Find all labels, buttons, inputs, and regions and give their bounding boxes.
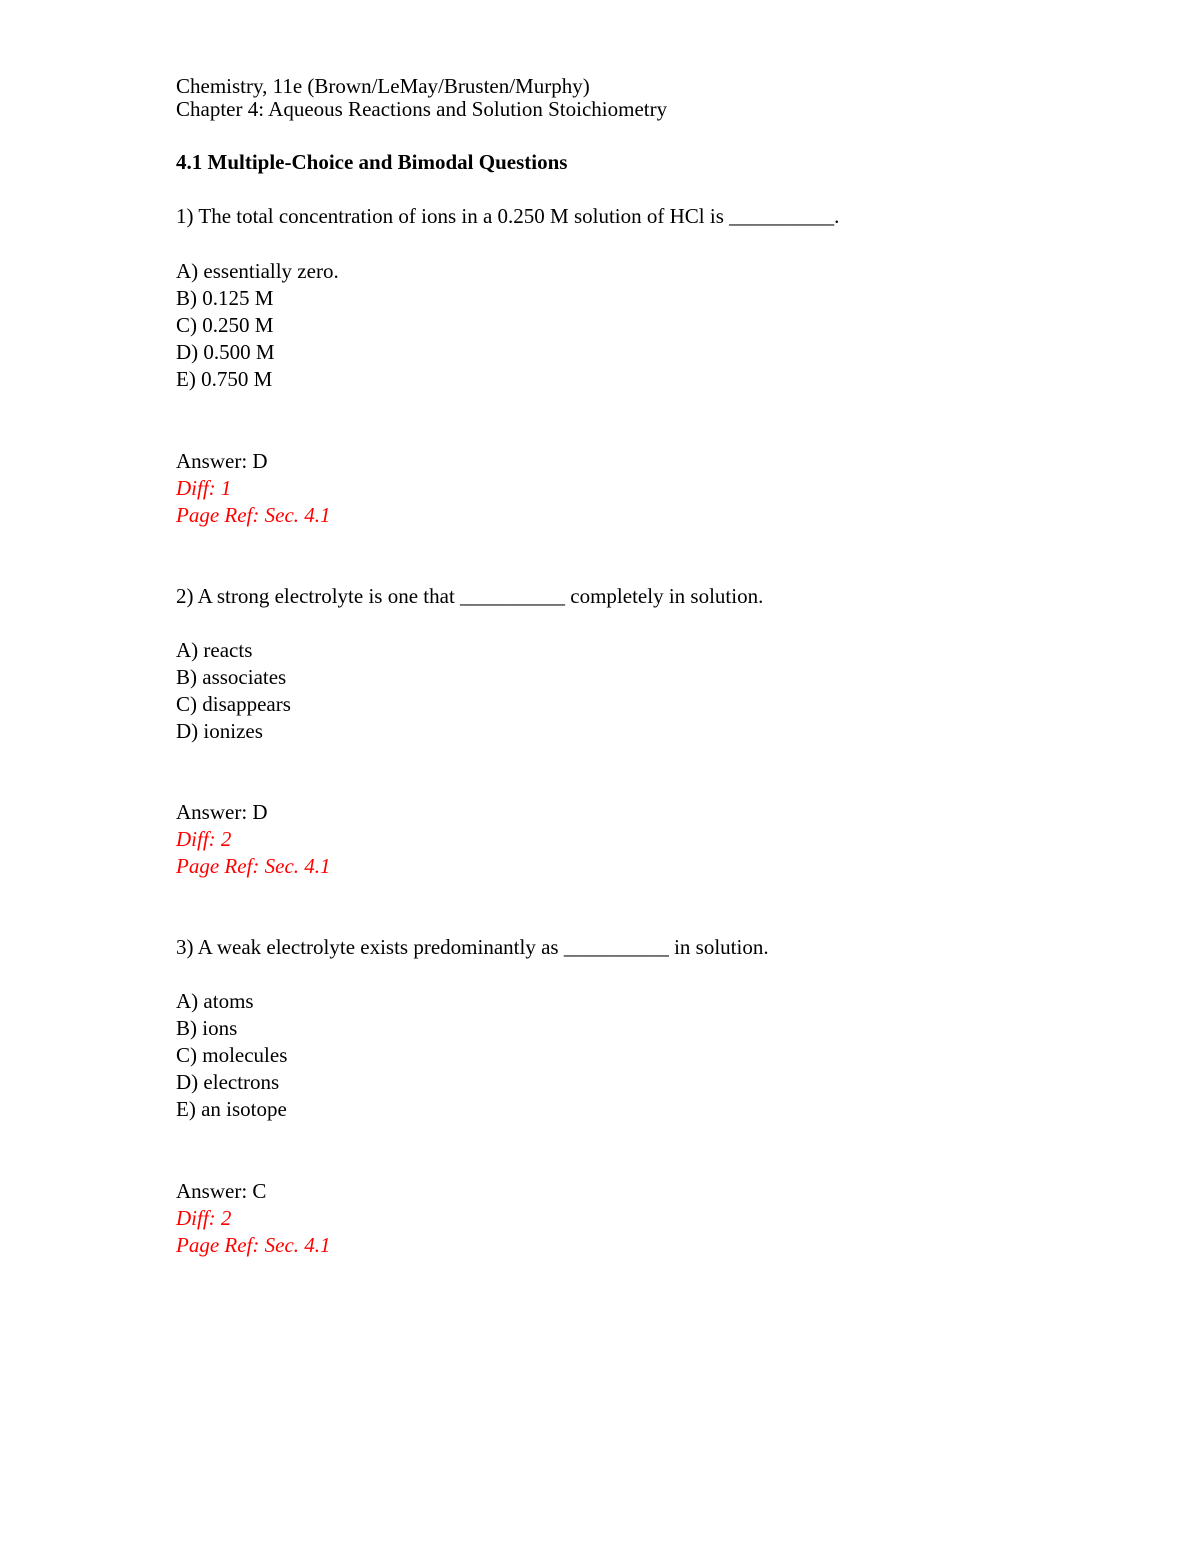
question-3-page-ref: Page Ref: Sec. 4.1 xyxy=(176,1233,331,1257)
section-heading: 4.1 Multiple-Choice and Bimodal Questions xyxy=(176,150,568,174)
question-3-option-e: E) an isotope xyxy=(176,1097,287,1121)
question-3-difficulty: Diff: 2 xyxy=(176,1206,232,1230)
question-2-answer: Answer: D xyxy=(176,800,268,824)
question-1-option-e: E) 0.750 M xyxy=(176,367,273,391)
question-1-option-d: D) 0.500 M xyxy=(176,340,275,364)
question-2-option-a: A) reacts xyxy=(176,638,253,662)
question-1-difficulty: Diff: 1 xyxy=(176,476,232,500)
question-1-option-b: B) 0.125 M xyxy=(176,286,274,310)
question-2-option-b: B) associates xyxy=(176,665,287,689)
question-2-option-c: C) disappears xyxy=(176,692,291,716)
question-3-option-b: B) ions xyxy=(176,1016,238,1040)
question-3-option-c: C) molecules xyxy=(176,1043,288,1067)
question-2-page-ref: Page Ref: Sec. 4.1 xyxy=(176,854,331,878)
chapter-title: Chapter 4: Aqueous Reactions and Solution Stoichiometry xyxy=(176,97,668,121)
question-2-difficulty: Diff: 2 xyxy=(176,827,232,851)
question-1-option-a: A) essentially zero. xyxy=(176,259,339,283)
question-3-option-d: D) electrons xyxy=(176,1070,280,1094)
book-title: Chemistry, 11e (Brown/LeMay/Brusten/Murphy) xyxy=(176,74,590,98)
question-1-answer: Answer: D xyxy=(176,449,268,473)
question-3-option-a: A) atoms xyxy=(176,989,254,1013)
question-2-stem: 2) A strong electrolyte is one that __________ completely in solution. xyxy=(176,584,764,608)
question-1-stem: 1) The total concentration of ions in a 0.250 M solution of HCl is __________. xyxy=(176,204,840,228)
question-3-answer: Answer: C xyxy=(176,1179,267,1203)
question-2-option-d: D) ionizes xyxy=(176,719,263,743)
question-1-page-ref: Page Ref: Sec. 4.1 xyxy=(176,503,331,527)
question-3-stem: 3) A weak electrolyte exists predominantly as __________ in solution. xyxy=(176,935,769,959)
question-1-option-c: C) 0.250 M xyxy=(176,313,274,337)
